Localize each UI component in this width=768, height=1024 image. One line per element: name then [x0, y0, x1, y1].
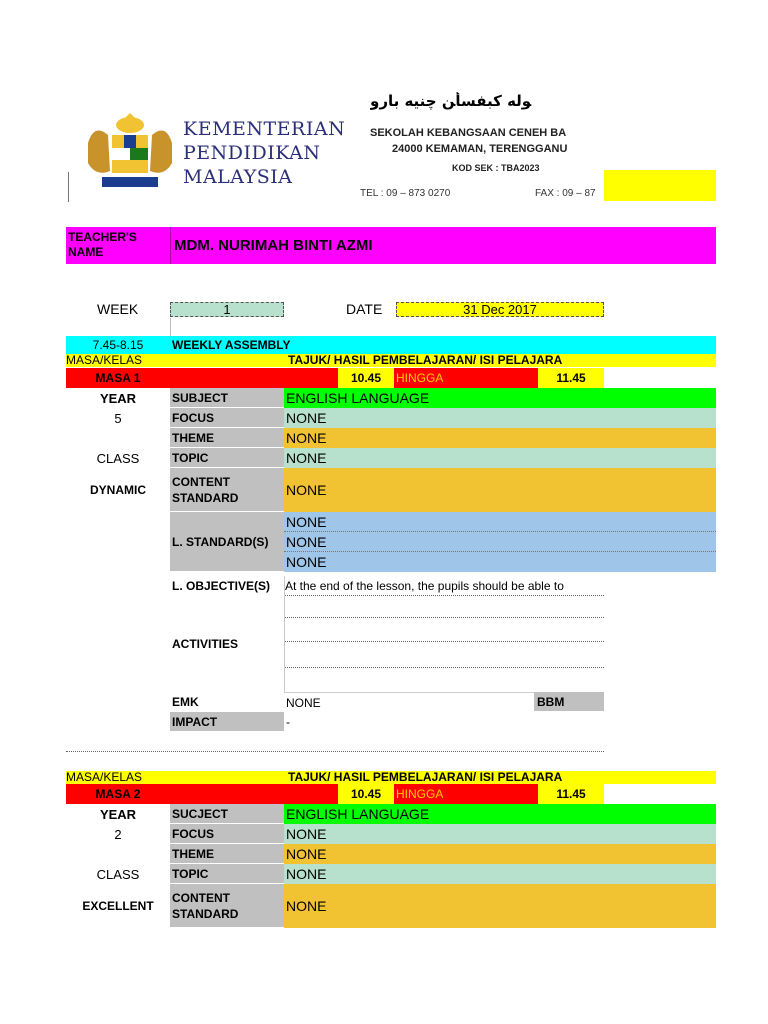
school-name: SEKOLAH KEBANGSAAN CENEH BA	[370, 127, 567, 139]
school-fax: FAX : 09 – 87	[535, 188, 596, 199]
date-value[interactable]: 31 Dec 2017	[396, 302, 604, 317]
session-1-tajuk: TAJUK/ HASIL PEMBELAJARAN/ ISI PELAJARA	[288, 352, 563, 367]
session-separator-1	[66, 732, 604, 752]
session-2-tajuk: TAJUK/ HASIL PEMBELAJARAN/ ISI PELAJARA	[288, 769, 563, 784]
activities-line-1[interactable]	[284, 596, 604, 618]
content-label-line-1: CONTENT	[172, 475, 230, 489]
session-1-lobjective-value[interactable]: At the end of the lesson, the pupils should be able to	[284, 576, 604, 596]
left-border-line	[68, 172, 69, 202]
assembly-time: 7.45-8.15	[92, 338, 144, 352]
teacher-name: MDM. NURIMAH BINTI AZMI	[174, 237, 373, 254]
week-value[interactable]: 1	[170, 302, 284, 317]
session-2-masa: MASA 2	[95, 787, 141, 801]
content-label-line-1: CONTENT	[172, 891, 230, 905]
week-label: WEEK	[97, 301, 139, 317]
session-1-lstandard-3[interactable]: NONE	[284, 552, 716, 572]
session-1-theme-label: THEME	[170, 428, 284, 448]
ministry-line-1: KEMENTERIAN	[183, 118, 346, 140]
session-1-content-label	[170, 468, 284, 512]
activities-col-divider	[284, 576, 285, 692]
session-2-focus-label: FOCUS	[170, 824, 284, 844]
session-2-theme-value[interactable]: NONE	[284, 844, 716, 864]
session-1-subject-label: SUBJECT	[170, 388, 284, 408]
session-2-content-value[interactable]: NONE	[284, 884, 716, 928]
session-2-topic-value[interactable]: NONE	[284, 864, 716, 884]
session-1-activities-label: ACTIVITIES	[172, 637, 239, 651]
teacher-row	[66, 227, 716, 264]
session-2-content-label	[170, 884, 284, 928]
session-2-subject-label: SUCJECT	[170, 804, 284, 824]
yellow-header-block	[604, 170, 716, 201]
session-1-impact-label: IMPACT	[170, 712, 284, 732]
week-divider	[170, 318, 171, 336]
teacher-divider	[170, 227, 171, 264]
session-1-bbm-label: BBM	[534, 692, 604, 712]
session-2-class-label: CLASS	[96, 866, 140, 882]
session-2-masa-kelas: MASA/KELAS	[66, 769, 143, 784]
session-2-theme-label: THEME	[170, 844, 284, 864]
session-2-end[interactable]: 11.45	[538, 784, 604, 804]
session-1-impact-value[interactable]: -	[286, 715, 290, 729]
session-1-topic-value[interactable]: NONE	[284, 448, 716, 468]
session-1-year-value: 5	[114, 410, 122, 426]
date-label: DATE	[346, 301, 383, 317]
school-address: 24000 KEMAMAN, TERENGGANU	[392, 143, 568, 155]
session-2-hingga: HINGGA	[396, 787, 444, 801]
content-label-line-2: STANDARD	[172, 907, 239, 921]
session-1-emk-value[interactable]: NONE	[284, 692, 534, 712]
session-2-focus-value[interactable]: NONE	[284, 824, 716, 844]
session-2-start[interactable]: 10.45	[338, 784, 394, 804]
session-1-year-label: YEAR	[99, 390, 137, 406]
session-2-class-value: EXCELLENT	[82, 899, 154, 913]
assembly-label: WEEKLY ASSEMBLY	[172, 338, 291, 352]
session-2-subject-value[interactable]: ENGLISH LANGUAGE	[284, 804, 716, 824]
session-1-subject-value[interactable]: ENGLISH LANGUAGE	[284, 388, 716, 408]
session-1-masa: MASA 1	[95, 371, 141, 385]
session-2-year-label: YEAR	[99, 806, 137, 822]
school-jawi-name: ﻮﻟﻪ ﻛﺒﻔﺴﺄﻦ ﭼﻨﻴﻪ ﺑﺎﺭﻭ	[370, 92, 532, 110]
session-1-content-value[interactable]: NONE	[284, 468, 716, 512]
session-2-year-value: 2	[114, 826, 122, 842]
ministry-line-2: PENDIDIKAN	[183, 142, 321, 164]
session-1-lstandard-label: L. STANDARD(S)	[170, 512, 284, 572]
school-code: KOD SEK : TBA2023	[452, 163, 540, 173]
session-1-lstandard-2[interactable]: NONE	[284, 532, 716, 552]
teacher-label: TEACHER'S NAME	[68, 230, 137, 259]
activities-line-2[interactable]	[284, 618, 604, 642]
session-1-focus-label: FOCUS	[170, 408, 284, 428]
session-1-class-value: DYNAMIC	[90, 483, 146, 497]
session-1-end[interactable]: 11.45	[538, 368, 604, 388]
session-1-emk-label: EMK	[172, 695, 199, 709]
session-2-topic-label: TOPIC	[170, 864, 284, 884]
activities-line-3[interactable]	[284, 642, 604, 668]
ministry-line-3: MALAYSIA	[183, 166, 293, 188]
session-1-focus-value[interactable]: NONE	[284, 408, 716, 428]
content-label-line-2: STANDARD	[172, 491, 239, 505]
session-1-topic-label: TOPIC	[170, 448, 284, 468]
session-1-masa-kelas: MASA/KELAS	[66, 352, 143, 367]
session-1-lobjective-label: L. OBJECTIVE(S)	[172, 579, 271, 593]
session-1-hingga: HINGGA	[396, 371, 444, 385]
session-1-class-label: CLASS	[96, 450, 140, 466]
session-1-theme-value[interactable]: NONE	[284, 428, 716, 448]
school-tel: TEL : 09 – 873 0270	[360, 188, 451, 199]
session-1-start[interactable]: 10.45	[338, 368, 394, 388]
session-1-lstandard-1[interactable]: NONE	[284, 512, 716, 532]
malaysia-coat-of-arms-icon	[80, 113, 180, 193]
